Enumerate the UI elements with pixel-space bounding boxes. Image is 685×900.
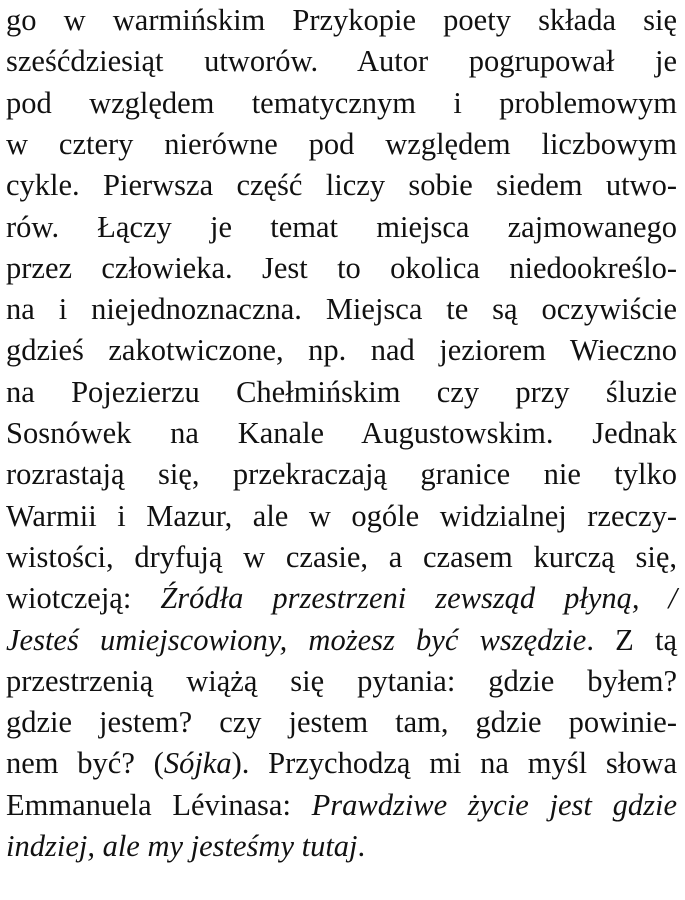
- italic-text-span: indziej, ale my jesteśmy tutaj: [6, 829, 358, 863]
- text-line: [6, 167, 677, 203]
- text-span: gdzieś zakotwiczone, np. nad jeziorem Wieczno: [6, 333, 677, 368]
- text-span: wistości, dryfują w czasie, a czasem kurczą się,: [6, 539, 677, 574]
- text-line: [6, 456, 677, 492]
- text-span: Warmii i Mazur, ale w ogóle widzialnej rzeczy-: [6, 498, 677, 533]
- text-line: [6, 291, 677, 327]
- text-span: rów. Łączy je temat miejsca zajmowanego: [6, 209, 677, 244]
- text-line: [6, 787, 677, 823]
- text-span: ). Przychodzą mi na myśl słowa: [231, 746, 677, 781]
- text-span: przestrzenią wiążą się pytania: gdzie byłem?: [6, 663, 677, 698]
- text-line: [6, 374, 677, 410]
- text-span: na i niejednoznaczna. Miejsca te są oczywiście: [6, 292, 677, 327]
- text-span: cykle. Pierwsza część liczy sobie siedem utwo-: [6, 168, 677, 203]
- text-line: [6, 828, 365, 864]
- text-line: [6, 580, 677, 616]
- text-line: [6, 43, 677, 79]
- text-line: [6, 704, 677, 740]
- text-span: pod względem tematycznym i problemowym: [6, 85, 677, 120]
- italic-text-span: Prawdziwe życie jest gdzie: [311, 787, 677, 822]
- italic-text-span: Jesteś umiejscowiony, możesz być wszędzie: [6, 622, 587, 657]
- text-line: [6, 663, 677, 699]
- text-line: [6, 745, 677, 781]
- italic-text-span: Źródła przestrzeni zewsząd płyną, /: [160, 581, 677, 616]
- text-span: go w warmińskim Przykopie poety składa się: [6, 3, 677, 37]
- text-line: [6, 2, 677, 38]
- text-span: na Pojezierzu Chełmińskim czy przy śluzie: [6, 374, 677, 409]
- text-line: [6, 85, 677, 121]
- text-span: przez człowieka. Jest to okolica niedookreślo-: [6, 250, 677, 285]
- text-span: Sosnówek na Kanale Augustowskim. Jednak: [6, 416, 677, 450]
- text-line: [6, 539, 677, 575]
- text-line: [6, 415, 677, 451]
- text-line: [6, 498, 677, 534]
- text-span: Emmanuela Lévinasa:: [6, 787, 312, 822]
- text-line: [6, 126, 677, 162]
- text-line: [6, 332, 677, 368]
- italic-text-span: Sójka: [163, 746, 232, 781]
- text-line: [6, 209, 677, 245]
- text-span: w cztery nierówne pod względem liczbowym: [6, 126, 677, 161]
- text-line: [6, 250, 677, 286]
- text-span: gdzie jestem? czy jestem tam, gdzie powinie-: [6, 705, 677, 740]
- text-span: nem być? (: [6, 746, 164, 781]
- text-span: wiotczeją:: [6, 581, 161, 616]
- text-span: .: [357, 829, 366, 863]
- text-span: sześćdziesiąt utworów. Autor pogrupował je: [6, 44, 677, 79]
- text-line: [6, 622, 677, 658]
- text-span: . Z tą: [586, 622, 677, 657]
- text-span: rozrastają się, przekraczają granice nie tylko: [6, 457, 677, 492]
